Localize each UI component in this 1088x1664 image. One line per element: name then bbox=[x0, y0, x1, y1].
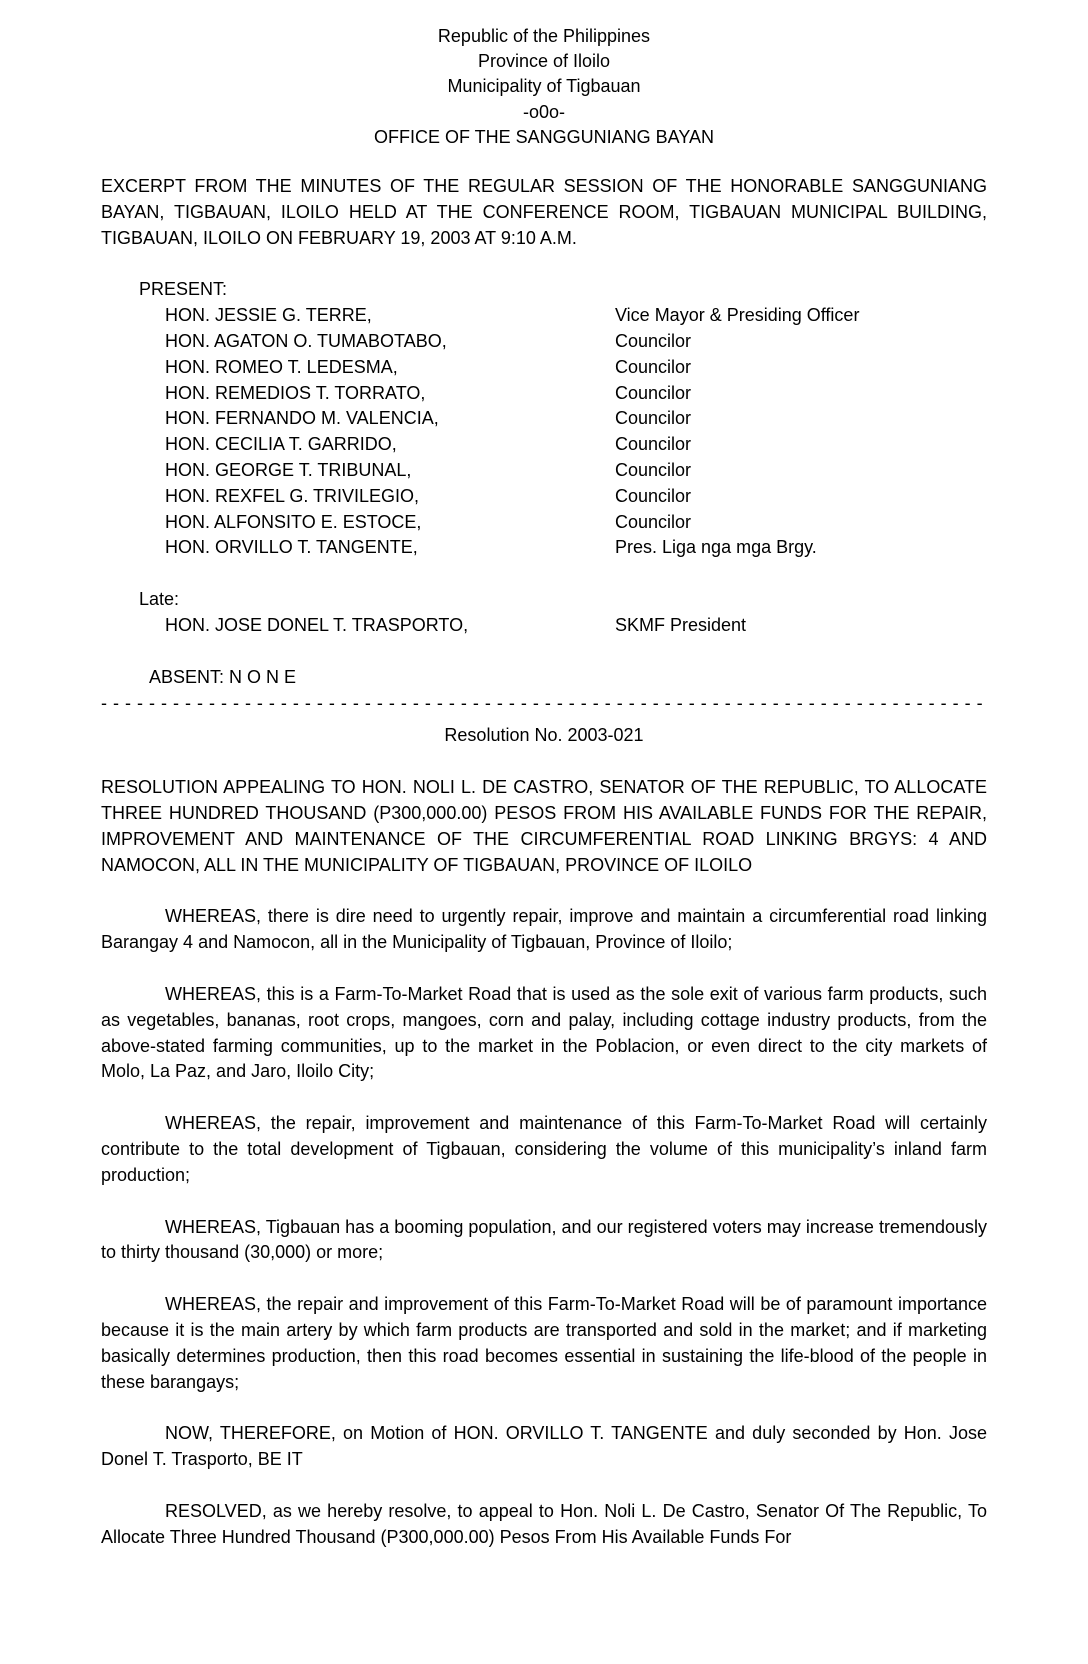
header-municipality: Municipality of Tigbauan bbox=[447, 76, 641, 97]
resolution-number: Resolution No. 2003-021 bbox=[444, 725, 644, 746]
absent-line: ABSENT: N O N E bbox=[149, 666, 297, 687]
attendee-row bbox=[101, 458, 987, 484]
attendee-name: HON. REXFEL G. TRIVILEGIO, bbox=[165, 485, 420, 506]
attendee-row bbox=[101, 355, 987, 381]
whereas-paragraph: WHEREAS, there is dire need to urgently repair, improve and maintain a circumferential road linking Barangay 4 and Namocon, all in the Municipality of Tigbauan, Province of Iloilo; bbox=[101, 906, 987, 953]
whereas-paragraph: WHEREAS, Tigbauan has a booming population, and our registered voters may increase tremendously to thirty thousand (30,000) or more; bbox=[101, 1216, 987, 1263]
whereas-paragraph: WHEREAS, this is a Farm-To-Market Road that is used as the sole exit of various farm products, such as vegetables, bananas, root crops, mangoes, corn and palay, including cottage industry products, from the above-stated farming communities, up to the market in the Poblacion, or even direct to the city markets of Molo, La Paz, and Jaro, Iloilo City; bbox=[101, 983, 987, 1082]
attendee-role: Councilor bbox=[615, 331, 692, 351]
attendee-name: HON. FERNANDO M. VALENCIA, bbox=[165, 408, 439, 429]
attendee-name: HON. GEORGE T. TRIBUNAL, bbox=[165, 459, 412, 480]
attendee-name: HON. ROMEO T. LEDESMA, bbox=[165, 356, 398, 377]
attendee-name: HON. JOSE DONEL T. TRASPORTO, bbox=[165, 614, 469, 635]
attendee-name: HON. ALFONSITO E. ESTOCE, bbox=[165, 511, 422, 532]
attendee-name: HON. REMEDIOS T. TORRATO, bbox=[165, 382, 426, 403]
header-ornament: -o0o- bbox=[522, 101, 566, 122]
attendee-row bbox=[101, 510, 987, 536]
attendee-row bbox=[101, 535, 987, 561]
resolution-title: RESOLUTION APPEALING TO HON. NOLI L. DE CASTRO, SENATOR OF THE REPUBLIC, TO ALLOCATE THREE HUNDRED THOUSAND (P300,000.00) PESOS FROM HIS AVAILABLE FUNDS FOR THE REPAIR, IMPROVEMENT AND MAINTENANCE OF THE CIRCUMFERENTIAL ROAD LINKING BRGYS: 4 AND NAMOCON, ALL IN THE MUNICIPALITY OF TIGBAUAN, PROVINCE OF ILOILO bbox=[101, 777, 987, 875]
attendee-name: HON. AGATON O. TUMABOTABO, bbox=[165, 331, 447, 351]
attendee-role: SKMF President bbox=[615, 614, 747, 635]
attendee-row bbox=[101, 432, 987, 458]
header-republic: Republic of the Philippines bbox=[437, 26, 651, 46]
attendee-role: Councilor bbox=[615, 511, 692, 532]
motion-paragraph: NOW, THEREFORE, on Motion of HON. ORVILLO T. TANGENTE and duly seconded by Hon. Jose Donel T. Trasporto, BE IT bbox=[101, 1423, 987, 1470]
attendee-name: HON. ORVILLO T. TANGENTE, bbox=[165, 537, 418, 558]
attendee-role: Pres. Liga nga mga Brgy. bbox=[615, 537, 817, 558]
attendee-row bbox=[101, 381, 987, 407]
header-office: OFFICE OF THE SANGGUNIANG BAYAN bbox=[373, 126, 715, 147]
attendee-row bbox=[101, 613, 987, 639]
attendee-name: HON. JESSIE G. TERRE, bbox=[165, 305, 372, 326]
excerpt-text: EXCERPT FROM THE MINUTES OF THE REGULAR SESSION OF THE HONORABLE SANGGUNIANG BAYAN, TIGBAUAN, ILOILO HELD AT THE CONFERENCE ROOM, TIGBAUAN MUNICIPAL BUILDING, TIGBAUAN, ILOILO ON FEBRUARY 19, 2003 AT 9:10 A.M. bbox=[101, 176, 987, 248]
attendee-row bbox=[101, 329, 987, 355]
attendee-row bbox=[101, 303, 987, 329]
attendee-name: HON. CECILIA T. GARRIDO, bbox=[165, 434, 397, 455]
attendee-row bbox=[101, 406, 987, 432]
letterhead bbox=[101, 24, 987, 150]
attendee-role: Vice Mayor & Presiding Officer bbox=[615, 305, 860, 326]
header-province: Province of Iloilo bbox=[477, 51, 611, 72]
attendee-role: Councilor bbox=[615, 459, 692, 480]
attendee-role: Councilor bbox=[615, 408, 692, 429]
resolved-paragraph: RESOLVED, as we hereby resolve, to appeal to Hon. Noli L. De Castro, Senator Of The Republic, To Allocate Three Hundred Thousand (P300,000.00) Pesos From His Available Funds For bbox=[101, 1500, 987, 1547]
attendee-row bbox=[101, 484, 987, 510]
attendee-role: Councilor bbox=[615, 356, 692, 377]
attendee-role: Councilor bbox=[615, 434, 692, 455]
present-list bbox=[101, 303, 987, 561]
document-page bbox=[101, 24, 987, 1550]
attendee-role: Councilor bbox=[615, 382, 692, 403]
whereas-paragraph: WHEREAS, the repair and improvement of this Farm-To-Market Road will be of paramount importance because it is the main artery by which farm products are transported and sold in the market; and if marketing basically determines production, then this road becomes essential in sustaining the life-blood of the people in these barangays; bbox=[101, 1294, 987, 1392]
present-label: PRESENT: bbox=[139, 279, 228, 300]
dashed-divider: - - - - - - - - - - - - - - - - - - - - - - - - - - - - - - - - - - - - - - - - - - - - - - - - - - - - - - - - - - - - - - - - - - - - - - - - - - bbox=[101, 692, 984, 713]
late-label: Late: bbox=[139, 589, 180, 610]
late-list bbox=[101, 613, 987, 639]
whereas-paragraph: WHEREAS, the repair, improvement and maintenance of this Farm-To-Market Road will certainly contribute to the total development of Tigbauan, considering the volume of this municipality’s inland farm production; bbox=[101, 1113, 987, 1185]
attendee-role: Councilor bbox=[615, 485, 692, 506]
